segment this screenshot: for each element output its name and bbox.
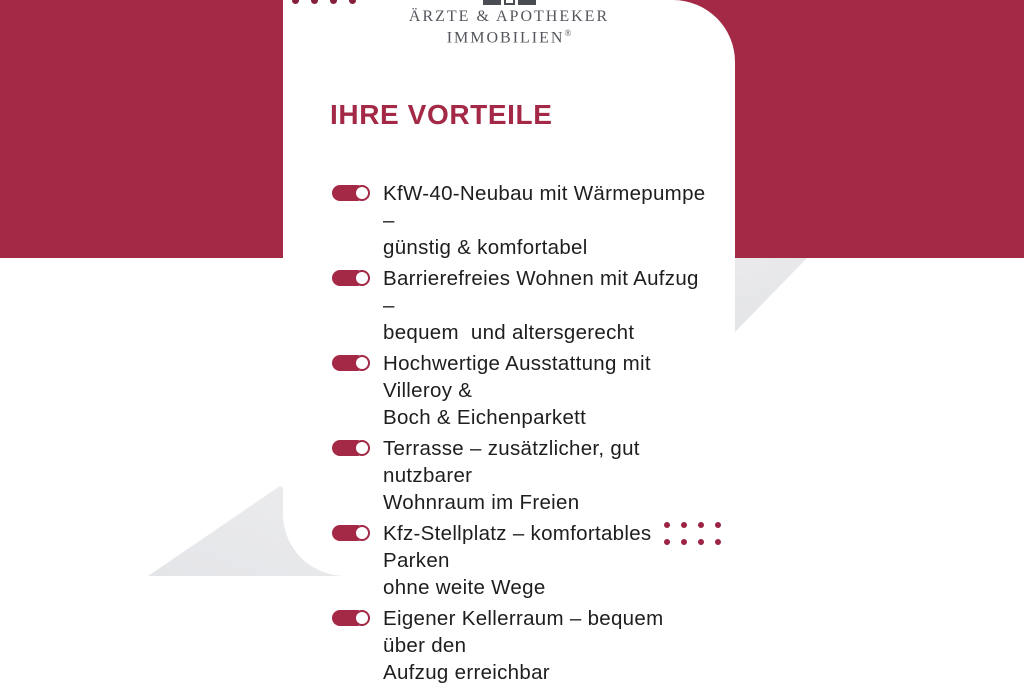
benefit-item: [332, 520, 707, 601]
dot: [664, 522, 670, 528]
benefit-text: Barrierefreies Wohnen mit Aufzug – bequem und altersgerecht: [383, 267, 705, 344]
building-icon: [283, 0, 735, 5]
brand-name-immobilien: IMMOBILIEN: [446, 29, 565, 47]
brand-name-line2: [283, 25, 735, 46]
toggle-on-icon: [332, 525, 370, 541]
benefits-list: [332, 180, 712, 690]
dot: [698, 539, 704, 545]
building-icon-left: [483, 0, 501, 5]
toggle-on-icon: [332, 440, 370, 456]
content-card: [283, 0, 735, 684]
dot: [681, 522, 687, 528]
benefit-item: [332, 265, 707, 346]
building-icon-door: [504, 0, 515, 5]
benefit-text: Kfz-Stellplatz – komfortables Parken ohne weite Wege: [383, 522, 658, 599]
benefit-item: [332, 605, 707, 686]
benefit-item: [332, 435, 707, 516]
dot: [715, 539, 721, 545]
dot: [698, 522, 704, 528]
toggle-on-icon: [332, 355, 370, 371]
dot: [681, 539, 687, 545]
benefit-item: [332, 180, 712, 261]
toggle-on-icon: [332, 270, 370, 286]
dot: [715, 522, 721, 528]
benefit-text: KfW-40-Neubau mit Wärmepumpe – günstig & komfortabel: [383, 182, 712, 259]
toggle-on-icon: [332, 610, 370, 626]
benefit-item: [332, 350, 707, 431]
triangle-accent-right: [735, 258, 807, 332]
page-title: IHRE VORTEILE: [330, 99, 553, 130]
building-icon-right: [518, 0, 536, 5]
dot-grid-bottom: [664, 522, 721, 545]
dot: [664, 539, 670, 545]
benefit-text: Hochwertige Ausstattung mit Villeroy & Boch & Eichenparkett: [383, 352, 657, 429]
toggle-on-icon: [332, 185, 370, 201]
benefit-text: Terrasse – zusätzlicher, gut nutzbarer Wohnraum im Freien: [383, 437, 646, 514]
brand-name-line1: ÄRZTE & APOTHEKER: [408, 8, 610, 25]
registered-trademark: ®: [564, 28, 572, 38]
brand-logo: [283, 0, 735, 46]
benefit-text: Eigener Kellerraum – bequem über den Aufzug erreichbar: [383, 607, 670, 684]
